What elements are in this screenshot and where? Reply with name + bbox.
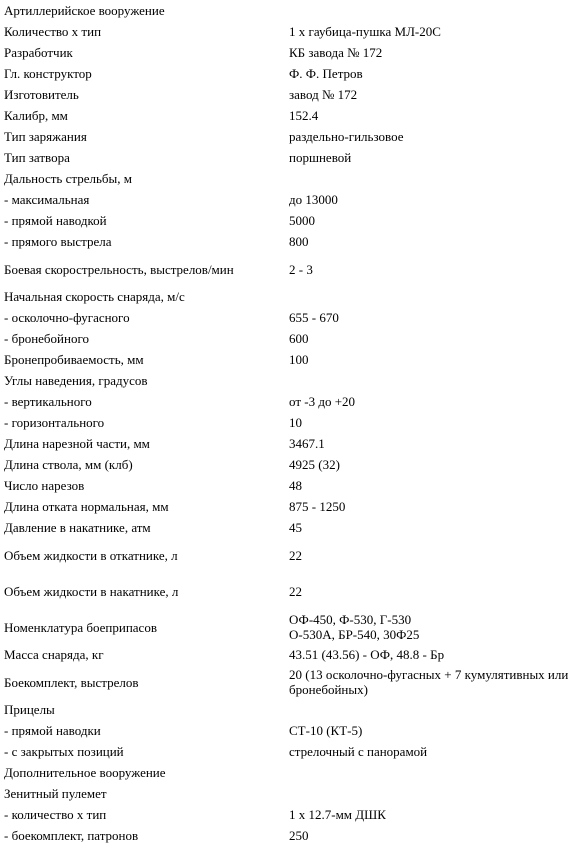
section-header-row: [0, 699, 570, 720]
spec-value: 48: [289, 478, 302, 493]
spec-value: 800: [289, 234, 309, 249]
section-header-row: [0, 168, 570, 189]
spec-row: [0, 804, 570, 825]
spec-row: [0, 433, 570, 454]
spec-label: - осколочно-фугасного: [4, 310, 130, 325]
spec-value: 10: [289, 415, 302, 430]
spec-value: от -3 до +20: [289, 394, 356, 409]
spec-value: Ф. Ф. Петров: [289, 66, 363, 81]
spec-value: стрелочный с панорамой: [289, 744, 428, 759]
spec-value: 875 - 1250: [289, 499, 346, 514]
spec-label: - прямого выстрела: [4, 234, 112, 249]
spec-value: КБ завода № 172: [289, 45, 383, 60]
spec-row: [0, 644, 570, 665]
spec-row: [0, 720, 570, 741]
section-header-row: [0, 762, 570, 783]
section-header: Углы наведения, градусов: [4, 373, 148, 388]
spec-label: Гл. конструктор: [4, 66, 92, 81]
spec-label: - вертикального: [4, 394, 92, 409]
spec-row: [0, 63, 570, 84]
spec-row: [0, 517, 570, 538]
spec-label: Изготовитель: [4, 87, 79, 102]
spec-label: Боевая скорострельность, выстрелов/мин: [4, 261, 234, 277]
spec-label: Разработчик: [4, 45, 73, 60]
spec-label: Номенклатура боеприпасов: [4, 619, 157, 635]
spec-label: - боекомплект, патронов: [4, 828, 139, 843]
section-header: Дальность стрельбы, м: [4, 171, 132, 186]
spec-value: 1 х гаубица-пушка МЛ-20С: [289, 24, 441, 39]
section-header: Дополнительное вооружение: [4, 765, 166, 780]
spec-value: 655 - 670: [289, 310, 339, 325]
spec-row: [0, 105, 570, 126]
spec-row: [0, 538, 570, 572]
spec-label: Бронепробиваемость, мм: [4, 352, 144, 367]
spec-row: [0, 210, 570, 231]
spec-value: 20 (13 осколочно-фугасных + 7 кумулятивных или бронебойных): [289, 667, 569, 697]
section-header-row: [0, 0, 570, 21]
section-header-row: [0, 286, 570, 307]
spec-row: [0, 825, 570, 846]
section-header: Начальная скорость снаряда, м/с: [4, 289, 185, 304]
spec-label: Боекомплект, выстрелов: [4, 674, 139, 690]
section-header-row: [0, 370, 570, 391]
spec-row: [0, 42, 570, 63]
spec-label: Число нарезов: [4, 478, 85, 493]
spec-value: 22: [289, 583, 302, 599]
spec-value: завод № 172: [289, 87, 358, 102]
spec-row: [0, 328, 570, 349]
spec-row: [0, 84, 570, 105]
spec-row: [0, 231, 570, 252]
spec-row: [0, 610, 570, 644]
spec-value: 1 х 12.7-мм ДШК: [289, 807, 386, 822]
spec-value: поршневой: [289, 150, 352, 165]
spec-label: - количество х тип: [4, 807, 107, 822]
spec-label: Калибр, мм: [4, 108, 68, 123]
spec-row: [0, 391, 570, 412]
spec-row: [0, 454, 570, 475]
spec-label: - горизонтального: [4, 415, 105, 430]
spec-value: 43.51 (43.56) - ОФ, 48.8 - Бр: [289, 647, 445, 662]
spec-value: раздельно-гильзовое: [289, 129, 404, 144]
spec-value: 45: [289, 520, 302, 535]
spec-value: 600: [289, 331, 309, 346]
spec-row: [0, 475, 570, 496]
spec-value: 5000: [289, 213, 315, 228]
spec-label: Длина ствола, мм (клб): [4, 457, 133, 472]
spec-row: [0, 572, 570, 610]
section-header: Зенитный пулемет: [4, 786, 107, 801]
spec-row: [0, 126, 570, 147]
spec-label: - максимальная: [4, 192, 90, 207]
spec-label: Тип затвора: [4, 150, 70, 165]
spec-label: - прямой наводки: [4, 723, 101, 738]
spec-label: - бронебойного: [4, 331, 89, 346]
spec-value: 250: [289, 828, 309, 843]
spec-value: 2 - 3: [289, 261, 313, 277]
spec-label: - с закрытых позиций: [4, 744, 124, 759]
spec-row: [0, 147, 570, 168]
spec-row: [0, 189, 570, 210]
spec-value: 4925 (32): [289, 457, 340, 472]
spec-row: [0, 496, 570, 517]
spec-label: Количество х тип: [4, 24, 102, 39]
spec-value: СТ-10 (КТ-5): [289, 723, 363, 738]
section-header: Артиллерийское вооружение: [4, 3, 165, 18]
spec-value: 152.4: [289, 108, 319, 123]
spec-value: 3467.1: [289, 436, 325, 451]
section-header: Прицелы: [4, 702, 55, 717]
spec-row: [0, 412, 570, 433]
spec-value: ОФ-450, Ф-530, Г-530 О-530А, БР-540, 30Ф25: [289, 612, 420, 642]
spec-label: Масса снаряда, кг: [4, 647, 104, 662]
spec-value: до 13000: [289, 192, 338, 207]
spec-label: Давление в накатнике, атм: [4, 520, 151, 535]
section-header-row: [0, 783, 570, 804]
spec-row: [0, 741, 570, 762]
spec-row: [0, 665, 570, 699]
spec-label: Длина отката нормальная, мм: [4, 499, 169, 514]
spec-row: [0, 21, 570, 42]
spec-value: 100: [289, 352, 309, 367]
spec-row: [0, 252, 570, 286]
spec-row: [0, 349, 570, 370]
spec-label: Объем жидкости в накатнике, л: [4, 583, 179, 599]
spec-row: [0, 307, 570, 328]
spec-label: Тип заряжания: [4, 129, 87, 144]
spec-label: - прямой наводкой: [4, 213, 107, 228]
spec-value: 22: [289, 547, 302, 563]
spec-label: Объем жидкости в откатнике, л: [4, 547, 178, 563]
spec-label: Длина нарезной части, мм: [4, 436, 150, 451]
